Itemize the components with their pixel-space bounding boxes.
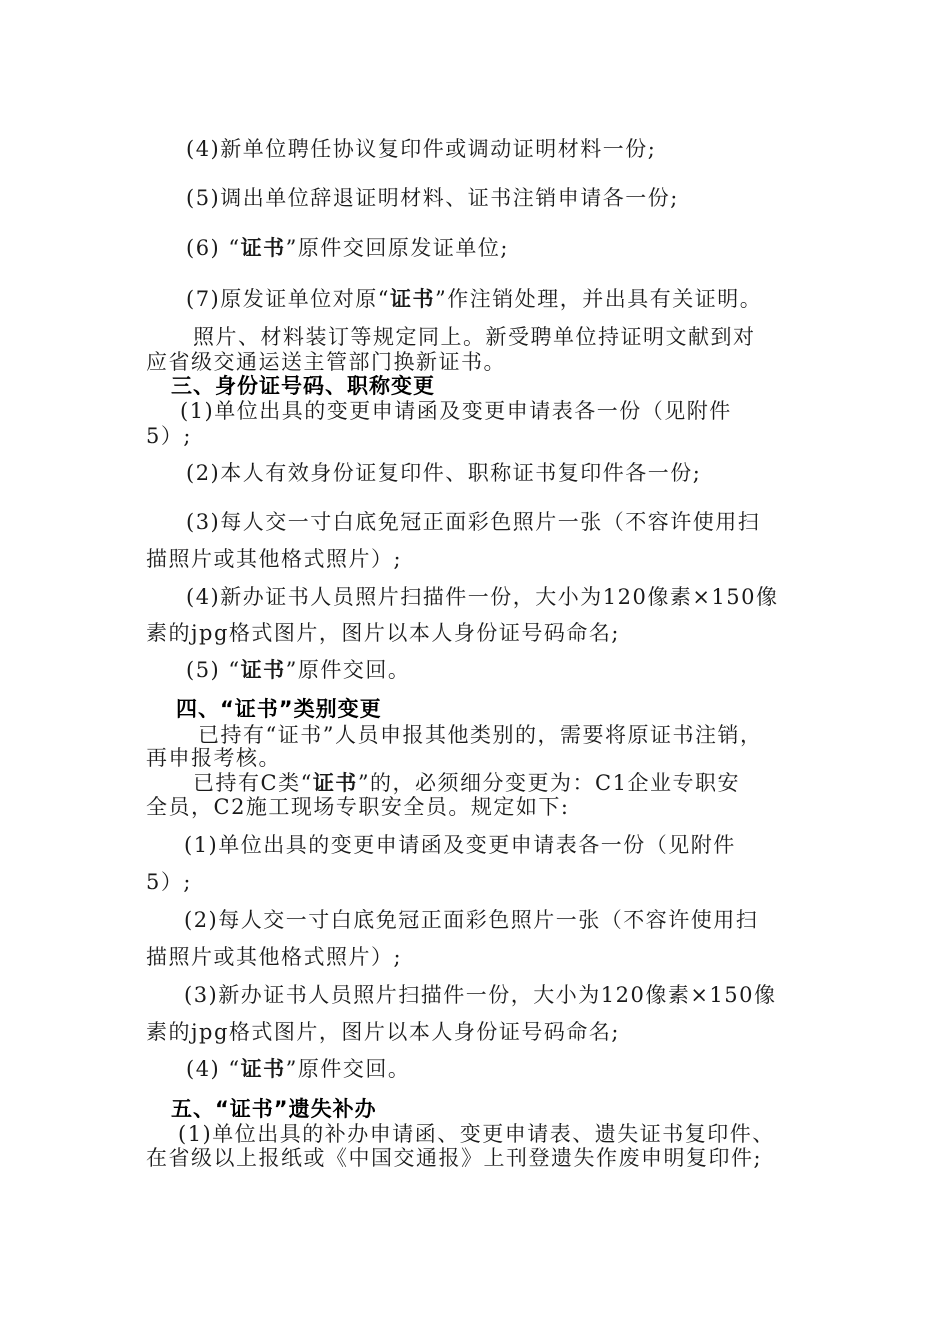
text-line <box>146 748 281 769</box>
bold-term: 证书 <box>312 771 358 795</box>
text-line <box>178 1124 775 1145</box>
text-line <box>186 587 779 608</box>
text-run: ”原件交回原发证单位; <box>285 236 509 260</box>
text-run: ”原件交回。 <box>285 658 411 682</box>
text-line <box>193 773 740 794</box>
text-run: (1)单位出具的补办申请函、变更申请表、遗失证书复印件、 <box>178 1122 775 1146</box>
text-run: 描照片或其他格式照片）; <box>146 547 403 571</box>
text-line <box>184 835 736 856</box>
text-line <box>146 797 570 818</box>
text-run: (6) “ <box>186 236 241 260</box>
text-run: 五、“证书”遗失补办 <box>171 1097 377 1121</box>
text-run: (5) “ <box>186 658 241 682</box>
text-run: 在省级以上报纸或《中国交通报》上刊登遗失作废申明复印件; <box>146 1146 763 1170</box>
text-run: 三、身份证号码、职称变更 <box>171 374 435 398</box>
text-line <box>184 910 758 931</box>
text-line <box>193 327 756 348</box>
text-run: 5）; <box>146 870 192 894</box>
text-line <box>146 872 192 893</box>
text-run: 5）; <box>146 424 192 448</box>
bold-term: 证书 <box>389 287 435 311</box>
text-run: (2)本人有效身份证复印件、职称证书复印件各一份; <box>186 461 702 485</box>
text-line <box>186 139 656 160</box>
text-run: 再申报考核。 <box>146 746 281 770</box>
text-line <box>186 188 679 209</box>
text-run: (2)每人交一寸白底免冠正面彩色照片一张（不容许使用扫 <box>184 908 759 932</box>
text-run: (7)原发证单位对原“ <box>186 287 390 311</box>
text-run: ”作注销处理，并出具有关证明。 <box>434 287 763 311</box>
text-run: 素的jpg格式图片，图片以本人身份证号码命名; <box>146 1020 620 1044</box>
text-run: 四、“证书”类别变更 <box>176 697 382 721</box>
text-line <box>186 463 701 484</box>
text-line <box>180 401 732 422</box>
text-run: (1)单位出具的变更申请函及变更申请表各一份（见附件 <box>184 833 736 857</box>
text-run: (1)单位出具的变更申请函及变更申请表各一份（见附件 <box>180 399 732 423</box>
text-line <box>198 725 762 746</box>
text-run: 已持有“证书”人员申报其他类别的，需要将原证书注销， <box>198 723 763 747</box>
text-line <box>146 623 620 644</box>
text-line <box>146 1022 620 1043</box>
text-line <box>186 289 762 310</box>
text-line <box>146 352 506 373</box>
text-line <box>186 238 509 259</box>
text-run: (4)新单位聘任协议复印件或调动证明材料一份; <box>186 137 657 161</box>
text-run: (4)新办证书人员照片扫描件一份，大小为120像素×150像 <box>186 585 779 609</box>
text-run: 照片、材料装订等规定同上。新受聘单位持证明文献到对 <box>193 325 756 349</box>
text-line <box>184 985 777 1006</box>
text-run: ”的，必须细分变更为：C1企业专职安 <box>357 771 740 795</box>
text-run: 素的jpg格式图片，图片以本人身份证号码命名; <box>146 621 620 645</box>
text-run: (4) “ <box>186 1057 241 1081</box>
section-heading <box>176 699 382 720</box>
text-line <box>186 660 410 681</box>
text-run: (3)每人交一寸白底免冠正面彩色照片一张（不容许使用扫 <box>186 510 761 534</box>
section-heading <box>171 1099 377 1120</box>
text-line <box>146 947 402 968</box>
text-line <box>186 512 760 533</box>
text-line <box>146 426 192 447</box>
bold-term: 证书 <box>240 236 286 260</box>
text-line <box>146 549 402 570</box>
text-run: 描照片或其他格式照片）; <box>146 945 403 969</box>
text-run: 已持有C类“ <box>193 771 313 795</box>
bold-term: 证书 <box>240 1057 286 1081</box>
text-run: (3)新办证书人员照片扫描件一份，大小为120像素×150像 <box>184 983 777 1007</box>
text-run: 应省级交通运送主管部门换新证书。 <box>146 350 506 374</box>
text-run: 全员，C2施工现场专职安全员。规定如下: <box>146 795 570 819</box>
text-run: (5)调出单位辞退证明材料、证书注销申请各一份; <box>186 186 679 210</box>
bold-term: 证书 <box>240 658 286 682</box>
text-line <box>146 1148 762 1169</box>
text-line <box>186 1059 410 1080</box>
text-run: ”原件交回。 <box>285 1057 411 1081</box>
section-heading <box>171 376 435 397</box>
